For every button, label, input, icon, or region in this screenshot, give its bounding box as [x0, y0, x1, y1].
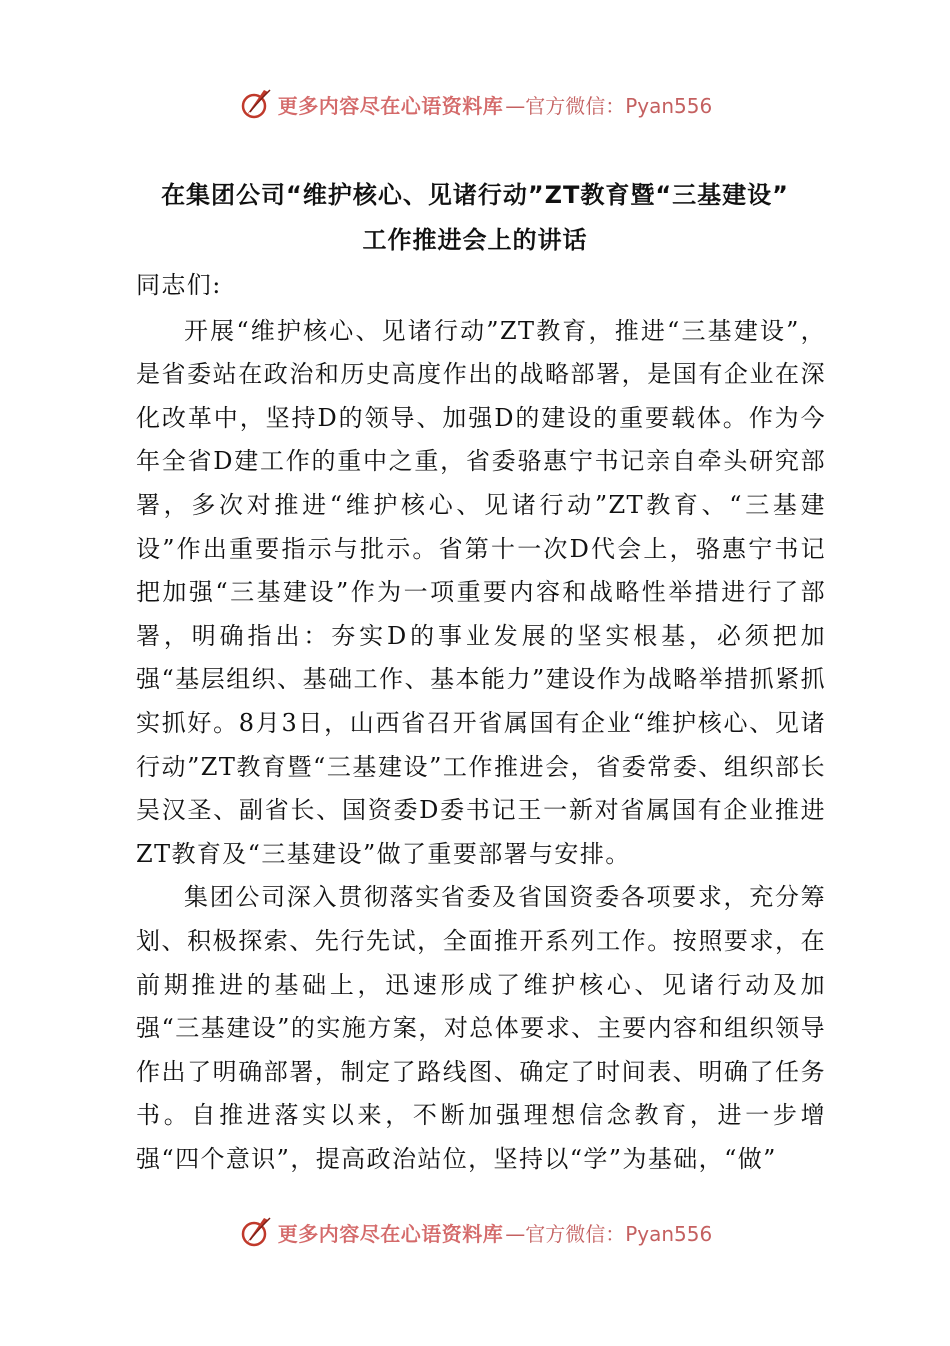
paragraph-1: 开展“维护核心、见诸行动”ZT教育，推进“三基建设”，是省委站在政治和历史高度作出的战略部署，是国有企业在深化改革中，坚持D的领导、加强D的建设的重要载体。作为今年全省D建工作的重中之重，省委骆惠宁书记亲自牵头研究部署，多次对推进“维护核心、见诸行动”ZT教育、“三基建设”作出重要指示与批示。省第十一次D代会上，骆惠宁书记把加强“三基建设”作为一项重要内容和战略性举措进行了部署，明确指出：夯实D的事业发展的坚实根基，必须把加强“基层组织、基础工作、基本能力”建设作为战略举措抓紧抓实抓好。8月3日，山西省召开省属国有企业“维护核心、见诸行动”ZT教育暨“三基建设”工作推进会，省委常委、组织部长吴汉圣、副省长、国资委D委书记王一新对省属国有企业推进ZT教育及“三基建设”做了重要部署与安排。 — [136, 316, 826, 868]
quill-logo-icon — [238, 1214, 274, 1250]
document-title-line1: 在集团公司“维护核心、见诸行动”ZT教育暨“三基建设” — [161, 181, 789, 209]
document-title-line2: 工作推进会上的讲话 — [362, 226, 588, 254]
header-watermark — [0, 84, 950, 124]
footer-watermark — [0, 1212, 950, 1252]
watermark-text: 更多内容尽在心语资料库 — [277, 1221, 504, 1246]
greeting: 同志们: — [136, 271, 222, 299]
quill-logo-icon — [238, 86, 274, 122]
paragraph-2: 集团公司深入贯彻落实省委及省国资委各项要求，充分筹划、积极探索、先行先试，全面推开系列工作。按照要求，在前期推进的基础上，迅速形成了维护核心、见诸行动及加强“三基建设”的实施方案，对总体要求、主要内容和组织领导作出了明确部署，制定了路线图、确定了时间表、明确了任务书。自推进落实以来，不断加强理想信念教育，进一步增强“四个意识”，提高政治站位，坚持以“学”为基础，“做” — [136, 883, 826, 1173]
watermark-text: 更多内容尽在心语资料库 — [277, 93, 504, 118]
document-body — [136, 264, 826, 1181]
watermark-contact: —官方微信：Pyan556 — [505, 1221, 713, 1246]
watermark-contact: —官方微信：Pyan556 — [505, 93, 713, 118]
